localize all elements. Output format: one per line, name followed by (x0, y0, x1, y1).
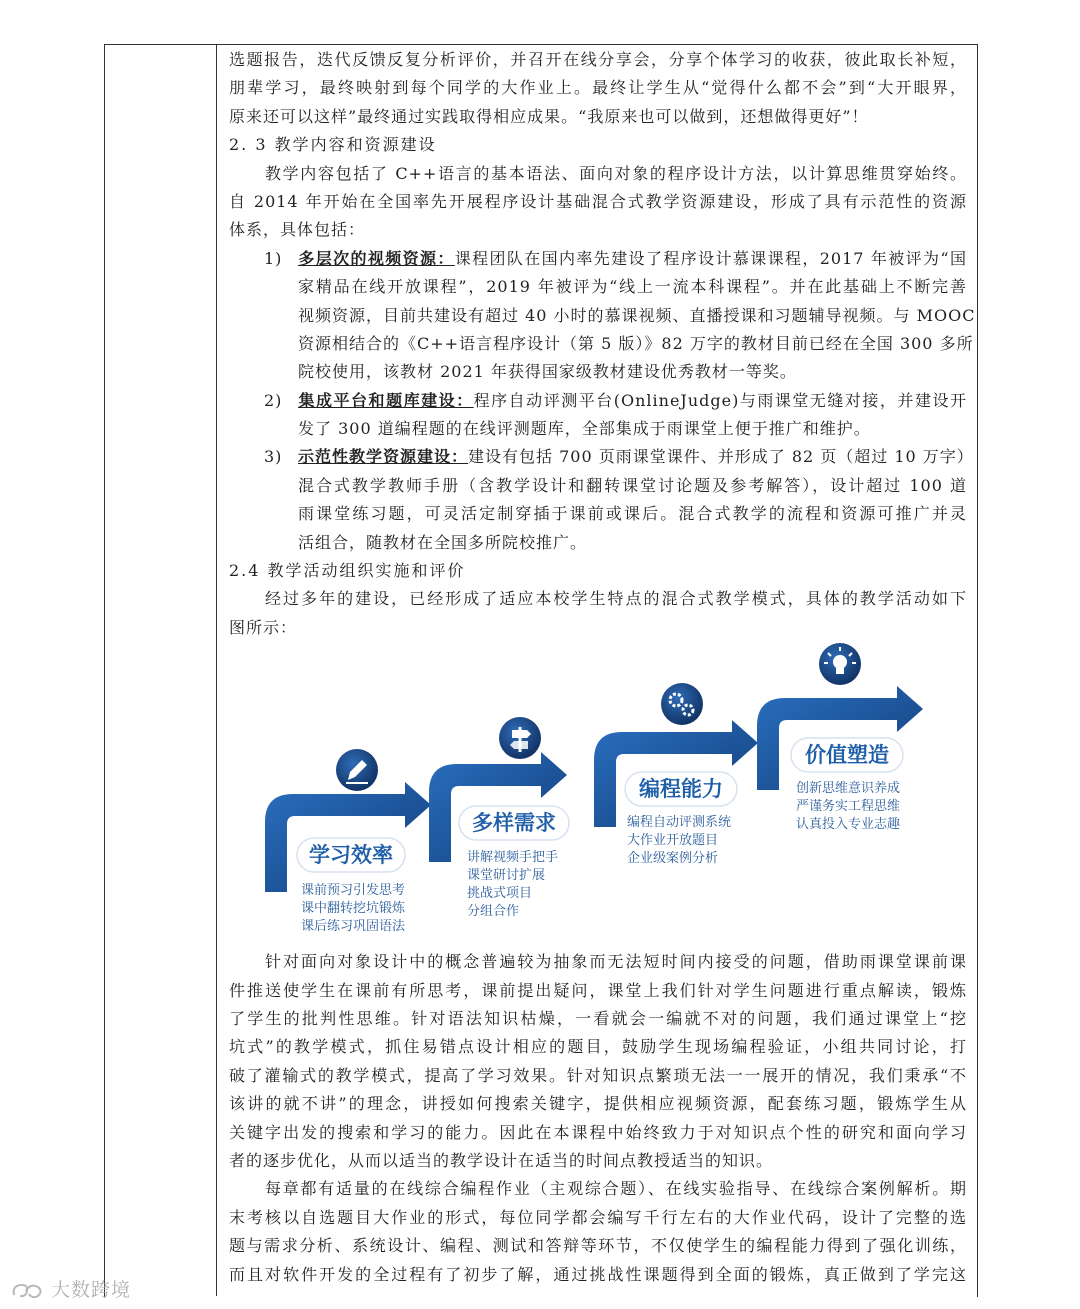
stage-4-line-1: 创新思维意识养成 (796, 781, 901, 797)
text-line: 者的逐步优化，从而以适当的教学设计在适当的时间点教授适当的知识。 (229, 1150, 774, 1170)
stage-2-line-3: 挑战式项目 (467, 886, 533, 902)
text-line: 体系，具体包括： (229, 220, 366, 240)
text-line: 发了 300 道编程题的在线评测题库，全部集成于雨课堂上便于推广和维护。 (298, 419, 871, 439)
stage-3-line-3: 企业级案例分析 (627, 851, 719, 867)
gears-icon (661, 683, 703, 725)
item-first-line (229, 443, 974, 471)
stage-4-line-3: 认真投入专业志趣 (796, 817, 901, 833)
text-line: 了学生的批判性思维。针对语法知识枯燥，一看就会一编就不对的问题，我们通过课堂上“挖 (229, 1008, 967, 1028)
text-line: 家精品在线开放课程”，2019 年被评为“线上一流本科课程”。并在此基础上不断完善 (298, 277, 967, 297)
stairs-arrow-graphic (229, 642, 967, 948)
text-line: 末考核以自选题目大作业的形式，每位同学都会编写千行左右的大作业代码，设计了完整的选 (229, 1207, 967, 1227)
text-line: 件推送使学生在课前有所思考，课前提出疑问，课堂上我们针对学生问题进行重点解读，锻炼 (229, 980, 967, 1000)
text-line: 题与需求分析、系统设计、编程、测试和答辩等环节，不仅使学生的编程能力得到了强化训练， (229, 1236, 967, 1256)
stage-2-title: 多样需求 (472, 811, 556, 836)
lightbulb-icon (819, 643, 861, 685)
stage-1-title: 学习效率 (309, 843, 393, 868)
text-line: 选题报告，迭代反馈反复分析评价，并召开在线分享会，分享个体学习的收获，彼此取长补短， (229, 50, 967, 69)
text-line: 每章都有适量的在线综合编程作业（主观综合题）、在线实验指导、在线综合案例解析。期 (265, 1179, 967, 1199)
text-line: 关键字出发的搜索和学习的能力。因此在本课程中始终致力于对知识点个性的研究和面向学习 (229, 1122, 967, 1142)
signpost-icon (499, 717, 541, 759)
text-line: 图所示： (229, 617, 298, 637)
stage-1-line-3: 课后练习巩固语法 (301, 919, 406, 935)
text-line: 视频资源，目前共建设有超过 40 小时的慕课视频、直播授课和习题辅导视频。与 MOOC (298, 305, 976, 325)
teaching-stages-diagram (229, 642, 967, 948)
text-line: 而且对软件开发的全过程有了初步了解，通过挑战性课题得到全面的锻炼，真正做到了学完这 (229, 1264, 967, 1284)
text-line: 活组合，随教材在全国多所院校推广。 (298, 532, 588, 552)
paragraph-activity-detail (229, 948, 967, 1175)
text-line: 坑式”的教学模式，抓住易错点设计相应的题目，鼓励学生现场编程验证，小组共同讨论，打 (229, 1037, 967, 1057)
table-column-divider (216, 44, 217, 1296)
stage-3-line-1: 编程自动评测系统 (627, 815, 732, 831)
text-line: 教学内容包括了 C++语言的基本语法、面向对象的程序设计方法，以计算思维贯穿始终。 (265, 163, 967, 183)
watermark-logo-icon (10, 1281, 44, 1301)
paragraph-assessment (229, 1175, 967, 1289)
resource-item-1 (229, 245, 976, 387)
item-first-line (229, 245, 967, 273)
item-number: 1) (264, 248, 283, 268)
stage-2-line-1: 讲解视频手把手 (467, 850, 559, 866)
paragraph-content (229, 160, 967, 245)
item-keyword: 集成平台和题库建设： (298, 390, 474, 410)
text-line: 资源相结合的《C++语言程序设计（第 5 版）》82 万字的教材目前已经在全国 300 多所 (298, 333, 974, 353)
stage-3-title: 编程能力 (639, 777, 723, 802)
stage-2-line-2: 课堂研讨扩展 (467, 868, 546, 884)
stage-3-line-2: 大作业开放题目 (627, 833, 719, 849)
resource-item-2 (229, 387, 967, 444)
text-line: 朋辈学习，最终映射到每个同学的大作业上。最终让学生从“觉得什么都不会”到“大开眼界， (229, 78, 967, 98)
text-line: 该讲的就不讲”的理念，讲授如何搜索关键字，提供相应视频资源，配套练习题，锻炼学生从 (229, 1094, 967, 1114)
stage-4-title: 价值塑造 (805, 743, 889, 768)
paragraph-intro (229, 46, 967, 131)
item-first-line (229, 387, 967, 415)
item-number: 3) (264, 447, 283, 467)
document-body (229, 46, 976, 1289)
item-keyword: 示范性教学资源建设： (298, 447, 469, 467)
resource-item-3 (229, 443, 974, 557)
item-text: 建设有包括 700 页雨课堂课件、并形成了 82 页（超过 10 万字） (468, 447, 974, 467)
text-line: 原来还可以这样”最终通过实践取得相应成果。“我原来也可以做到，还想做得更好”！ (229, 106, 869, 126)
pencil-icon (336, 749, 378, 791)
stage-1-line-2: 课中翻转挖坑锻炼 (301, 901, 406, 917)
stage-1-line-1: 课前预习引发思考 (301, 883, 406, 899)
item-text: 课程团队在国内率先建设了程序设计慕课课程，2017 年被评为“国 (454, 248, 967, 268)
item-text: 程序自动评测平台(OnlineJudge)与雨课堂无缝对接，并建设开 (473, 390, 967, 410)
text-line: 院校使用，该教材 2021 年获得国家级教材建设优秀教材一等奖。 (298, 362, 797, 382)
text-line: 经过多年的建设，已经形成了适应本校学生特点的混合式教学模式，具体的教学活动如下 (265, 589, 967, 609)
text-line: 雨课堂练习题，可灵活定制穿插于课前或课后。混合式教学的流程和资源可推广并灵 (298, 504, 967, 524)
paragraph-activity-intro (229, 585, 967, 642)
stage-2-line-4: 分组合作 (467, 904, 520, 920)
section-heading-2-4: 2.4 教学活动组织实施和评价 (229, 561, 466, 581)
stage-arrow-1 (265, 782, 431, 892)
text-line: 针对面向对象设计中的概念普遍较为抽象而无法短时间内接受的问题，借助雨课堂课前课 (265, 952, 967, 972)
watermark (10, 1275, 131, 1302)
text-line: 自 2014 年开始在全国率先开展程序设计基础混合式教学资源建设，形成了具有示范性的资源 (229, 191, 967, 211)
text-line: 混合式教学教师手册（含教学设计和翻转课堂讨论题及参考解答），设计超过 100 道 (298, 475, 967, 495)
stage-4-line-2: 严谨务实工程思维 (796, 799, 901, 815)
text-line: 破了灌输式的教学模式，提高了学习效果。针对知识点繁琐无法一一展开的情况，我们秉承“不 (229, 1065, 967, 1085)
item-number: 2) (264, 390, 283, 410)
section-heading-2-3: 2. 3 教学内容和资源建设 (229, 135, 437, 155)
watermark-text: 大数跨境 (51, 1279, 132, 1301)
item-keyword: 多层次的视频资源： (298, 248, 455, 268)
